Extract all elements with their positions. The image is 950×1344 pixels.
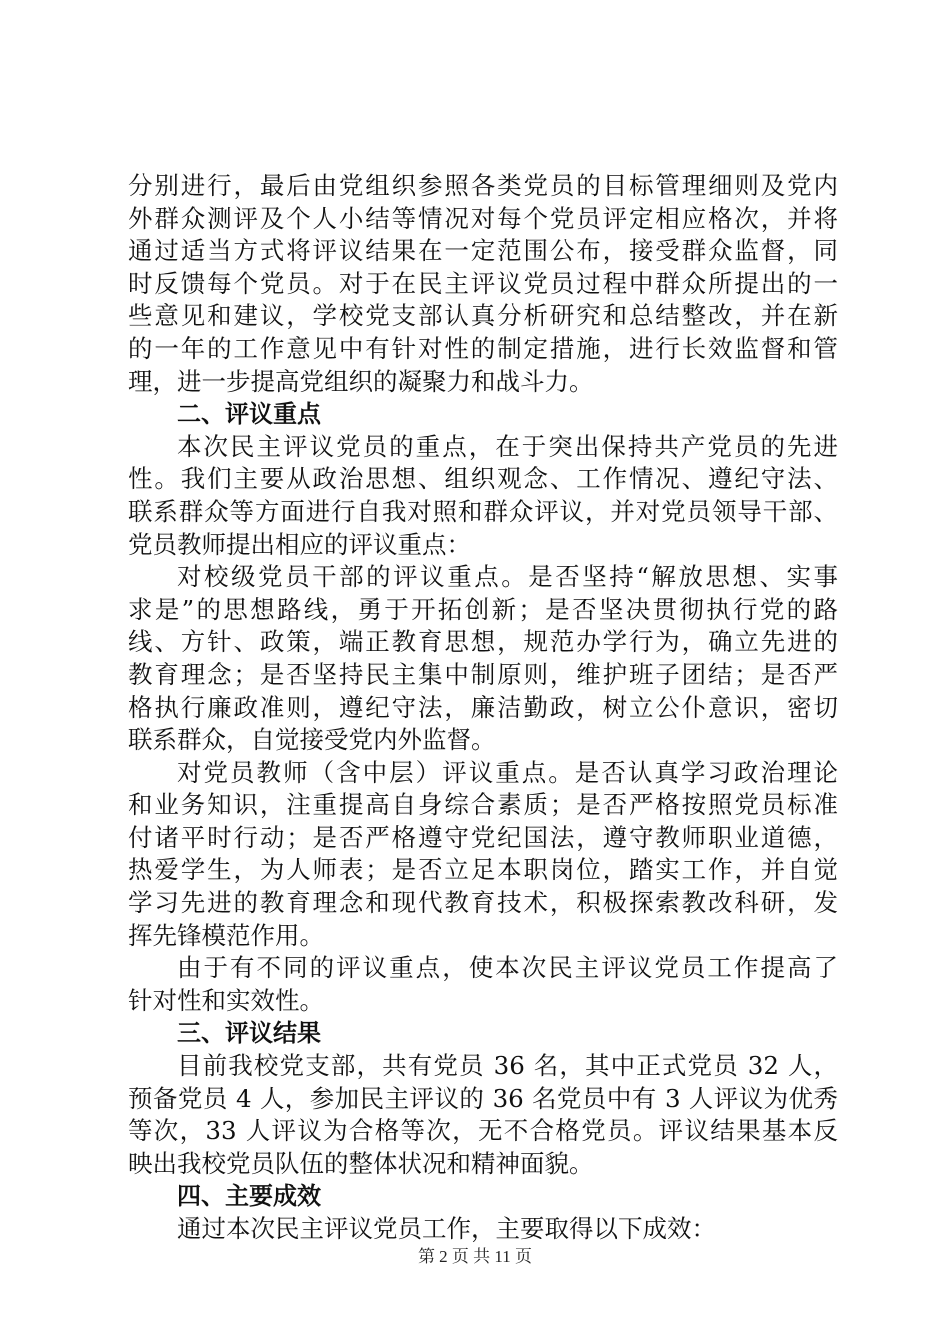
body-line: 热爱学生，为人师表；是否立足本职岗位，踏实工作，并自觉 (128, 855, 838, 885)
body-line: 党员教师提出相应的评议重点： (128, 529, 471, 559)
body-line: 联系群众，自觉接受党内外监督。 (128, 725, 496, 755)
body-line: 通过适当方式将评议结果在一定范围公布，接受群众监督，同 (128, 236, 838, 266)
body-line: 预备党员 4 人，参加民主评议的 36 名党员中有 3 人评议为优秀 (128, 1083, 838, 1113)
body-line: 性。我们主要从政治思想、组织观念、工作情况、遵纪守法、 (128, 464, 838, 494)
body-line: 格执行廉政准则，遵纪守法，廉洁勤政，树立公仆意识，密切 (128, 692, 838, 722)
body-line: 等次，33 人评议为合格等次，无不合格党员。评议结果基本反 (128, 1116, 838, 1146)
body-line: 联系群众等方面进行自我对照和群众评议，并对党员领导干部、 (128, 496, 838, 526)
section-heading: 四、主要成效 (177, 1182, 321, 1211)
body-line: 本次民主评议党员的重点，在于突出保持共产党员的先进 (177, 431, 838, 461)
body-line: 针对性和实效性。 (128, 985, 324, 1015)
body-line: 线、方针、政策，端正教育思想，规范办学行为，确立先进的 (128, 627, 838, 657)
body-line: 和业务知识，注重提高自身综合素质；是否严格按照党员标准 (128, 790, 838, 820)
section-heading: 三、评议结果 (177, 1019, 321, 1048)
body-line: 时反馈每个党员。对于在民主评议党员过程中群众所提出的一 (128, 268, 838, 298)
body-line: 映出我校党员队伍的整体状况和精神面貌。 (128, 1148, 594, 1178)
body-line: 外群众测评及个人小结等情况对每个党员评定相应格次，并将 (128, 203, 838, 233)
body-line: 付诸平时行动；是否严格遵守党纪国法，遵守教师职业道德， (128, 822, 838, 852)
body-line: 分别进行，最后由党组织参照各类党员的目标管理细则及党内 (128, 171, 838, 200)
body-line: 理，进一步提高党组织的凝聚力和战斗力。 (128, 366, 594, 396)
body-line: 目前我校党支部，共有党员 36 名，其中正式党员 32 人， (177, 1051, 838, 1081)
body-line: 通过本次民主评议党员工作，主要取得以下成效： (177, 1214, 716, 1243)
section-heading: 二、评议重点 (177, 400, 321, 429)
body-line: 对党员教师（含中层）评议重点。是否认真学习政治理论 (177, 757, 838, 787)
document-body (128, 170, 838, 1246)
body-line: 挥先锋模范作用。 (128, 920, 324, 950)
body-line: 对校级党员干部的评议重点。是否坚持“解放思想、实事 (177, 562, 838, 592)
body-line: 求是”的思想路线，勇于开拓创新；是否坚决贯彻执行党的路 (128, 594, 838, 624)
body-line: 学习先进的教育理念和现代教育技术，积极探索教改科研，发 (128, 888, 838, 918)
body-line: 由于有不同的评议重点，使本次民主评议党员工作提高了 (177, 953, 838, 983)
body-line: 些意见和建议，学校党支部认真分析研究和总结整改，并在新 (128, 301, 838, 331)
page-number-footer: 第 2 页 共 11 页 (417, 1247, 533, 1266)
body-line: 教育理念；是否坚持民主集中制原则，维护班子团结；是否严 (128, 659, 838, 689)
body-line: 的一年的工作意见中有针对性的制定措施，进行长效监督和管 (128, 333, 838, 363)
